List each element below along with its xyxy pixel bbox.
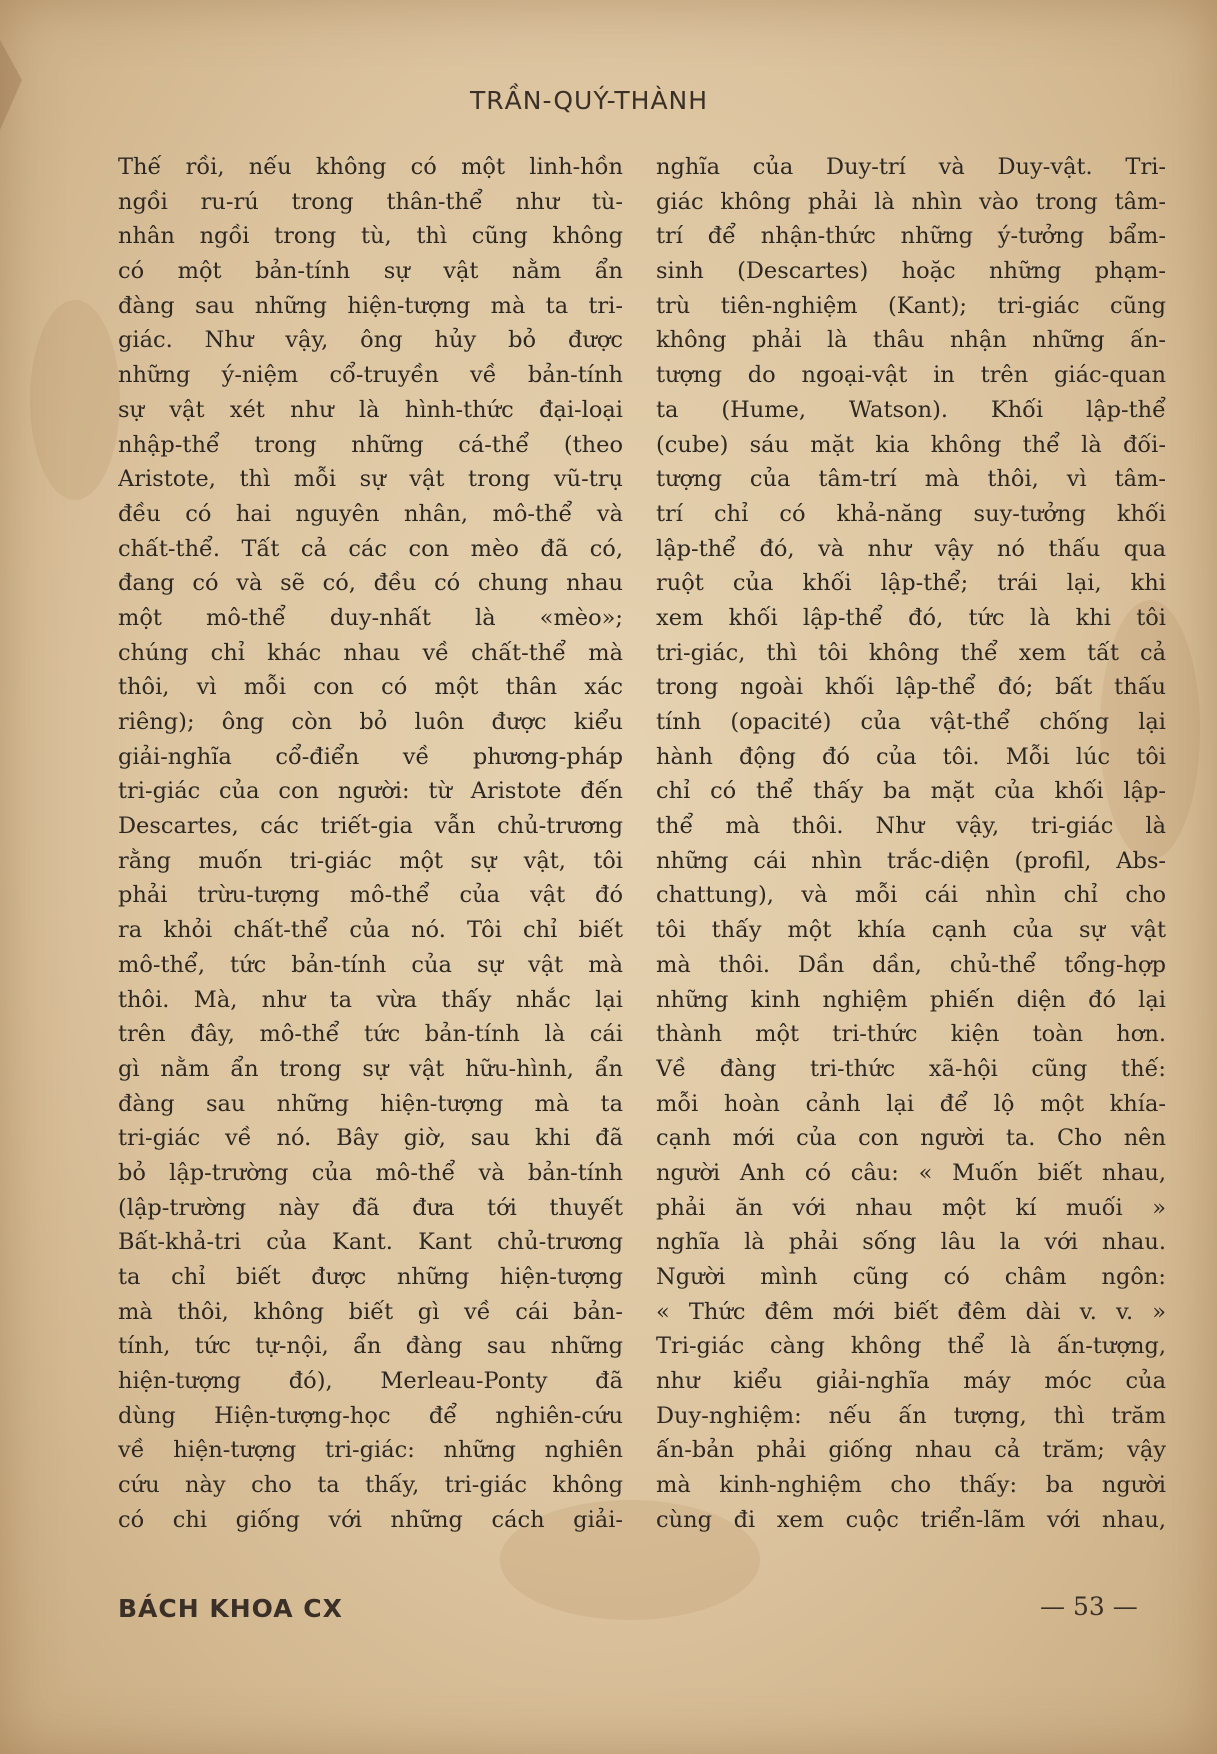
text-line: dùng Hiện-tượng-học để nghiên-cứu	[118, 1402, 623, 1429]
text-line: đều có hai nguyên nhân, mô-thể và	[118, 500, 623, 527]
text-line: tôi thấy một khía cạnh của sự vật	[656, 917, 1166, 944]
text-line: có một bản-tính sự vật nằm ẩn	[118, 258, 623, 285]
text-line: tượng của tâm-trí mà thôi, vì tâm-	[656, 466, 1166, 493]
text-line: ta (Hume, Watson). Khối lập-thể	[656, 396, 1166, 423]
text-line: thôi, vì mỗi con có một thân xác	[118, 674, 623, 701]
text-line: ra khỏi chất-thể của nó. Tôi chỉ biết	[118, 917, 623, 944]
text-line: hành động đó của tôi. Mỗi lúc tôi	[656, 743, 1166, 770]
text-line: giác không phải là nhìn vào trong tâm-	[656, 188, 1166, 215]
text-line: mà kinh-nghiệm cho thấy: ba người	[656, 1472, 1166, 1499]
text-line: chất-thể. Tất cả các con mèo đã có,	[118, 535, 623, 562]
text-line: giác. Như vậy, ông hủy bỏ được	[118, 327, 623, 354]
text-line: trong ngoài khối lập-thể đó; bất thấu	[656, 674, 1166, 701]
text-line: trí để nhận-thức những ý-tưởng bẩm-	[656, 223, 1166, 250]
text-line: Thế rồi, nếu không có một linh-hồn	[118, 154, 623, 180]
text-line: trù tiên-nghiệm (Kant); tri-giác cũng	[656, 292, 1166, 319]
text-line: giải-nghĩa cổ-điển về phương-pháp	[118, 743, 623, 770]
text-line: nghĩa là phải sống lâu la với nhau.	[656, 1229, 1166, 1256]
text-line: đàng sau những hiện-tượng mà ta tri-	[118, 292, 623, 319]
text-line: người Anh có câu: « Muốn biết nhau,	[656, 1159, 1166, 1186]
text-line: Aristote, thì mỗi sự vật trong vũ-trụ	[118, 466, 623, 493]
text-line: trí chỉ có khả-năng suy-tưởng khối	[656, 500, 1166, 527]
text-line: thôi. Mà, như ta vừa thấy nhắc lại	[118, 986, 623, 1013]
text-line: tri-giác về nó. Bây giờ, sau khi đã	[118, 1125, 623, 1152]
text-line: ruột của khối lập-thể; trái lại, khi	[656, 570, 1166, 597]
text-line: phải ăn với nhau một kí muối »	[656, 1194, 1166, 1221]
text-line: Về đàng tri-thức xã-hội cũng thế:	[656, 1055, 1166, 1082]
text-line: phải trừu-tượng mô-thể của vật đó	[118, 882, 623, 909]
text-line: nhập-thể trong những cá-thể (theo	[118, 431, 623, 458]
text-line: cạnh mới của con người ta. Cho nên	[656, 1125, 1166, 1152]
paper-stain	[30, 300, 120, 500]
text-line: rằng muốn tri-giác một sự vật, tôi	[118, 847, 623, 874]
text-line: Bất-khả-tri của Kant. Kant chủ-trương	[118, 1229, 623, 1256]
text-line: riêng); ông còn bỏ luôn được kiểu	[118, 709, 623, 735]
text-line: ấn-bản phải giống nhau cả trăm; vậy	[656, 1437, 1166, 1464]
text-line: gì nằm ẩn trong sự vật hữu-hình, ẩn	[118, 1055, 623, 1082]
text-line: Người mình cũng có châm ngôn:	[656, 1264, 1166, 1290]
text-line: cùng đi xem cuộc triển-lãm với nhau,	[656, 1506, 1166, 1533]
text-line: những cái nhìn trắc-diện (profil, Abs-	[656, 847, 1166, 874]
text-line: mô-thể, tức bản-tính của sự vật mà	[118, 951, 623, 978]
text-line: ta chỉ biết được những hiện-tượng	[118, 1264, 623, 1290]
text-line: mà thôi, không biết gì về cái bản-	[118, 1298, 623, 1325]
text-line: những kinh nghiệm phiến diện đó lại	[656, 986, 1166, 1013]
text-line: chattung), và mỗi cái nhìn chỉ cho	[656, 882, 1166, 909]
text-line: tri-giác của con người: từ Aristote đến	[118, 778, 623, 805]
text-line: cứu này cho ta thấy, tri-giác không	[118, 1472, 623, 1499]
publication-name: BÁCH KHOA CX	[118, 1594, 343, 1623]
running-title: TRẦN-QUÝ-THÀNH	[470, 86, 709, 115]
text-line: thể mà thôi. Như vậy, tri-giác là	[656, 813, 1166, 840]
text-line: nhân ngồi trong tù, thì cũng không	[118, 223, 623, 250]
text-line: ngồi ru-rú trong thân-thể như tù-	[118, 188, 623, 215]
text-line: tri-giác, thì tôi không thể xem tất cả	[656, 639, 1166, 666]
text-line: không phải là thâu nhận những ấn-	[656, 327, 1166, 354]
text-line: chỉ có thể thấy ba mặt của khối lập-	[656, 778, 1166, 805]
text-line: Descartes, các triết-gia vẫn chủ-trương	[118, 813, 623, 840]
text-line: chúng chỉ khác nhau về chất-thể mà	[118, 639, 623, 666]
text-line: xem khối lập-thể đó, tức là khi tôi	[656, 604, 1166, 631]
text-line: đang có và sẽ có, đều có chung nhau	[118, 570, 623, 597]
text-line: sự vật xét như là hình-thức đại-loại	[118, 396, 623, 423]
text-line: đàng sau những hiện-tượng mà ta	[118, 1090, 623, 1117]
text-line: (cube) sáu mặt kia không thể là đối-	[656, 431, 1166, 458]
text-line: tượng do ngoại-vật in trên giác-quan	[656, 362, 1166, 389]
text-line: nghĩa của Duy-trí và Duy-vật. Tri-	[656, 154, 1166, 180]
text-line: những ý-niệm cổ-truyền về bản-tính	[118, 362, 623, 389]
text-line: về hiện-tượng tri-giác: những nghiên	[118, 1437, 623, 1464]
text-line: tính, tức tự-nội, ẩn đàng sau những	[118, 1333, 623, 1360]
text-line: Duy-nghiệm: nếu ấn tượng, thì trăm	[656, 1402, 1166, 1429]
text-line: bỏ lập-trường của mô-thể và bản-tính	[118, 1159, 623, 1186]
text-line: (lập-trường này đã đưa tới thuyết	[118, 1194, 623, 1221]
text-line: mỗi hoàn cảnh lại để lộ một khía-	[656, 1090, 1166, 1117]
page-number: — 53 —	[1040, 1592, 1138, 1621]
text-line: có chi giống với những cách giải-	[118, 1506, 623, 1533]
text-line: lập-thể đó, và như vậy nó thấu qua	[656, 535, 1166, 562]
torn-corner	[0, 40, 22, 130]
text-line: sinh (Descartes) hoặc những phạm-	[656, 258, 1166, 285]
text-column-left	[118, 150, 623, 1538]
text-column-right	[656, 150, 1166, 1538]
text-line: hiện-tượng đó), Merleau-Ponty đã	[118, 1368, 623, 1395]
text-line: Tri-giác càng không thể là ấn-tượng,	[656, 1333, 1166, 1360]
text-line: thành một tri-thức kiện toàn hơn.	[656, 1021, 1166, 1048]
text-line: như kiểu giải-nghĩa máy móc của	[656, 1368, 1166, 1395]
text-line: mà thôi. Dần dần, chủ-thể tổng-hợp	[656, 951, 1166, 978]
text-line: « Thức đêm mới biết đêm dài v. v. »	[656, 1298, 1166, 1325]
text-line: trên đây, mô-thể tức bản-tính là cái	[118, 1021, 623, 1048]
text-line: tính (opacité) của vật-thể chống lại	[656, 709, 1166, 735]
text-line: một mô-thể duy-nhất là «mèo»;	[118, 604, 623, 631]
